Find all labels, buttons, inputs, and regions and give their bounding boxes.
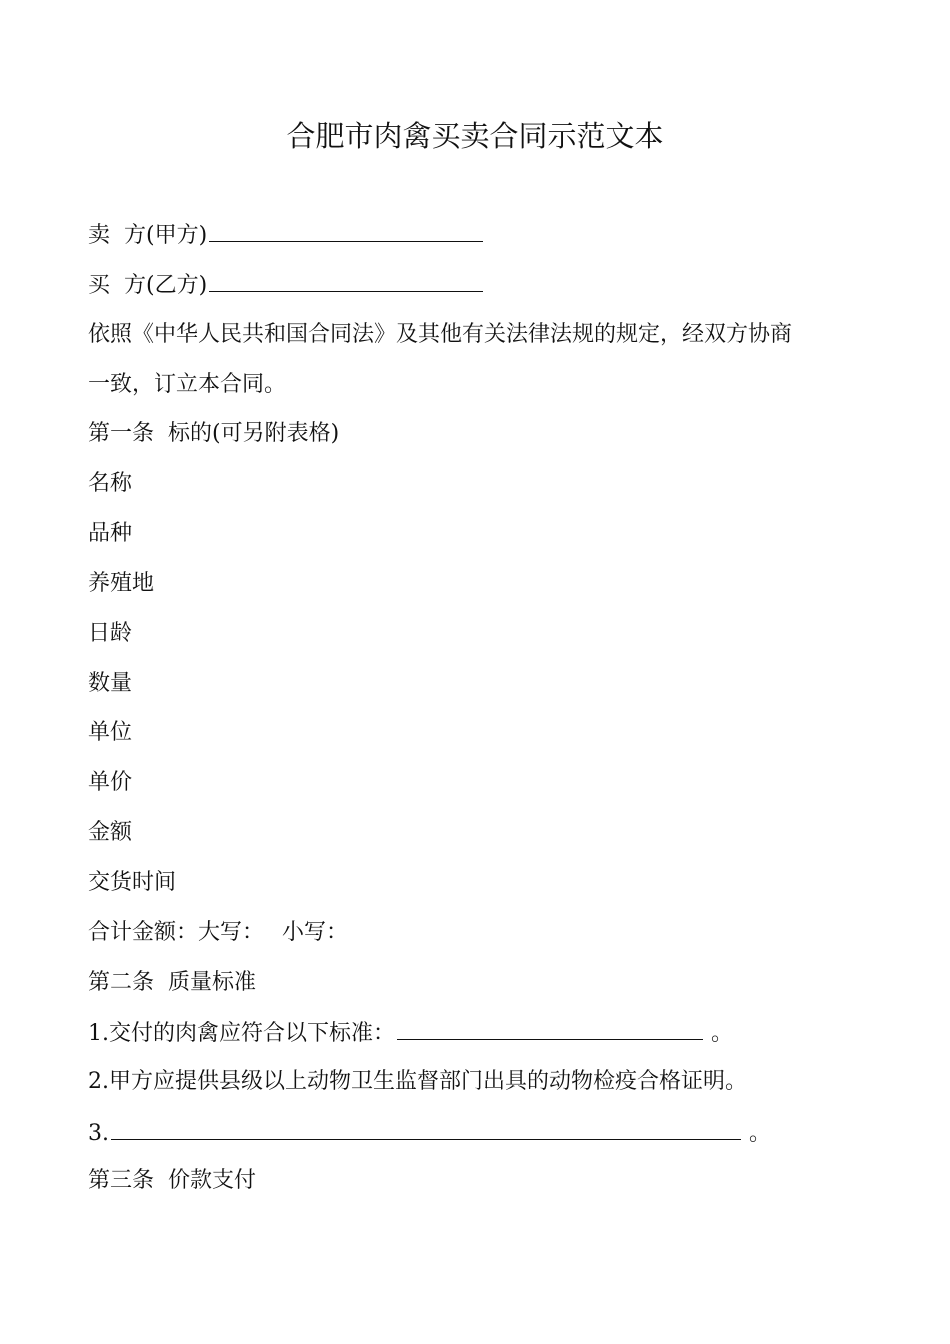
item-name: 名称 xyxy=(88,471,133,496)
article1-heading: 第一条 标的(可另附表格) xyxy=(88,421,340,446)
buyer-label: 买 方(乙方) xyxy=(88,273,208,298)
clause-2-1 xyxy=(88,1017,733,1049)
clause-2-3 xyxy=(88,1117,771,1149)
total-amount-small-label: 小写： xyxy=(282,920,349,945)
clause-2-1-end: 。 xyxy=(711,1021,734,1046)
item-delivery-time: 交货时间 xyxy=(88,870,177,895)
seller-label: 卖 方(甲方) xyxy=(88,223,208,248)
clause-2-3-blank[interactable] xyxy=(111,1117,741,1140)
item-quantity: 数量 xyxy=(88,671,133,696)
seller-blank[interactable] xyxy=(209,219,483,242)
item-amount: 金额 xyxy=(88,820,133,845)
preamble-line-1: 依照《中华人民共和国合同法》及其他有关法律法规的规定，经双方协商 xyxy=(88,322,793,347)
total-amount-line xyxy=(88,918,348,948)
quality-standard-blank[interactable] xyxy=(397,1017,703,1040)
item-unit: 单位 xyxy=(88,720,133,745)
clause-2-2: 2.甲方应提供县级以上动物卫生监督部门出具的动物检疫合格证明。 xyxy=(88,1069,747,1094)
item-farm-location: 养殖地 xyxy=(88,571,155,596)
buyer-line xyxy=(88,269,483,301)
clause-2-3-end: 。 xyxy=(749,1121,772,1146)
document-title: 合肥市肉禽买卖合同示范文本 xyxy=(286,119,664,153)
seller-line xyxy=(88,219,483,251)
buyer-blank[interactable] xyxy=(209,269,483,292)
item-age-days: 日龄 xyxy=(88,621,133,646)
item-unit-price: 单价 xyxy=(88,770,133,795)
item-variety: 品种 xyxy=(88,521,133,546)
clause-2-3-number: 3. xyxy=(88,1121,109,1146)
article3-heading: 第三条 价款支付 xyxy=(88,1168,256,1193)
total-amount-label: 合计金额：大写： xyxy=(88,920,265,945)
article2-heading: 第二条 质量标准 xyxy=(88,970,256,995)
clause-2-1-text: 1.交付的肉禽应符合以下标准： xyxy=(88,1021,395,1046)
preamble-line-2: 一致，订立本合同。 xyxy=(88,372,287,397)
